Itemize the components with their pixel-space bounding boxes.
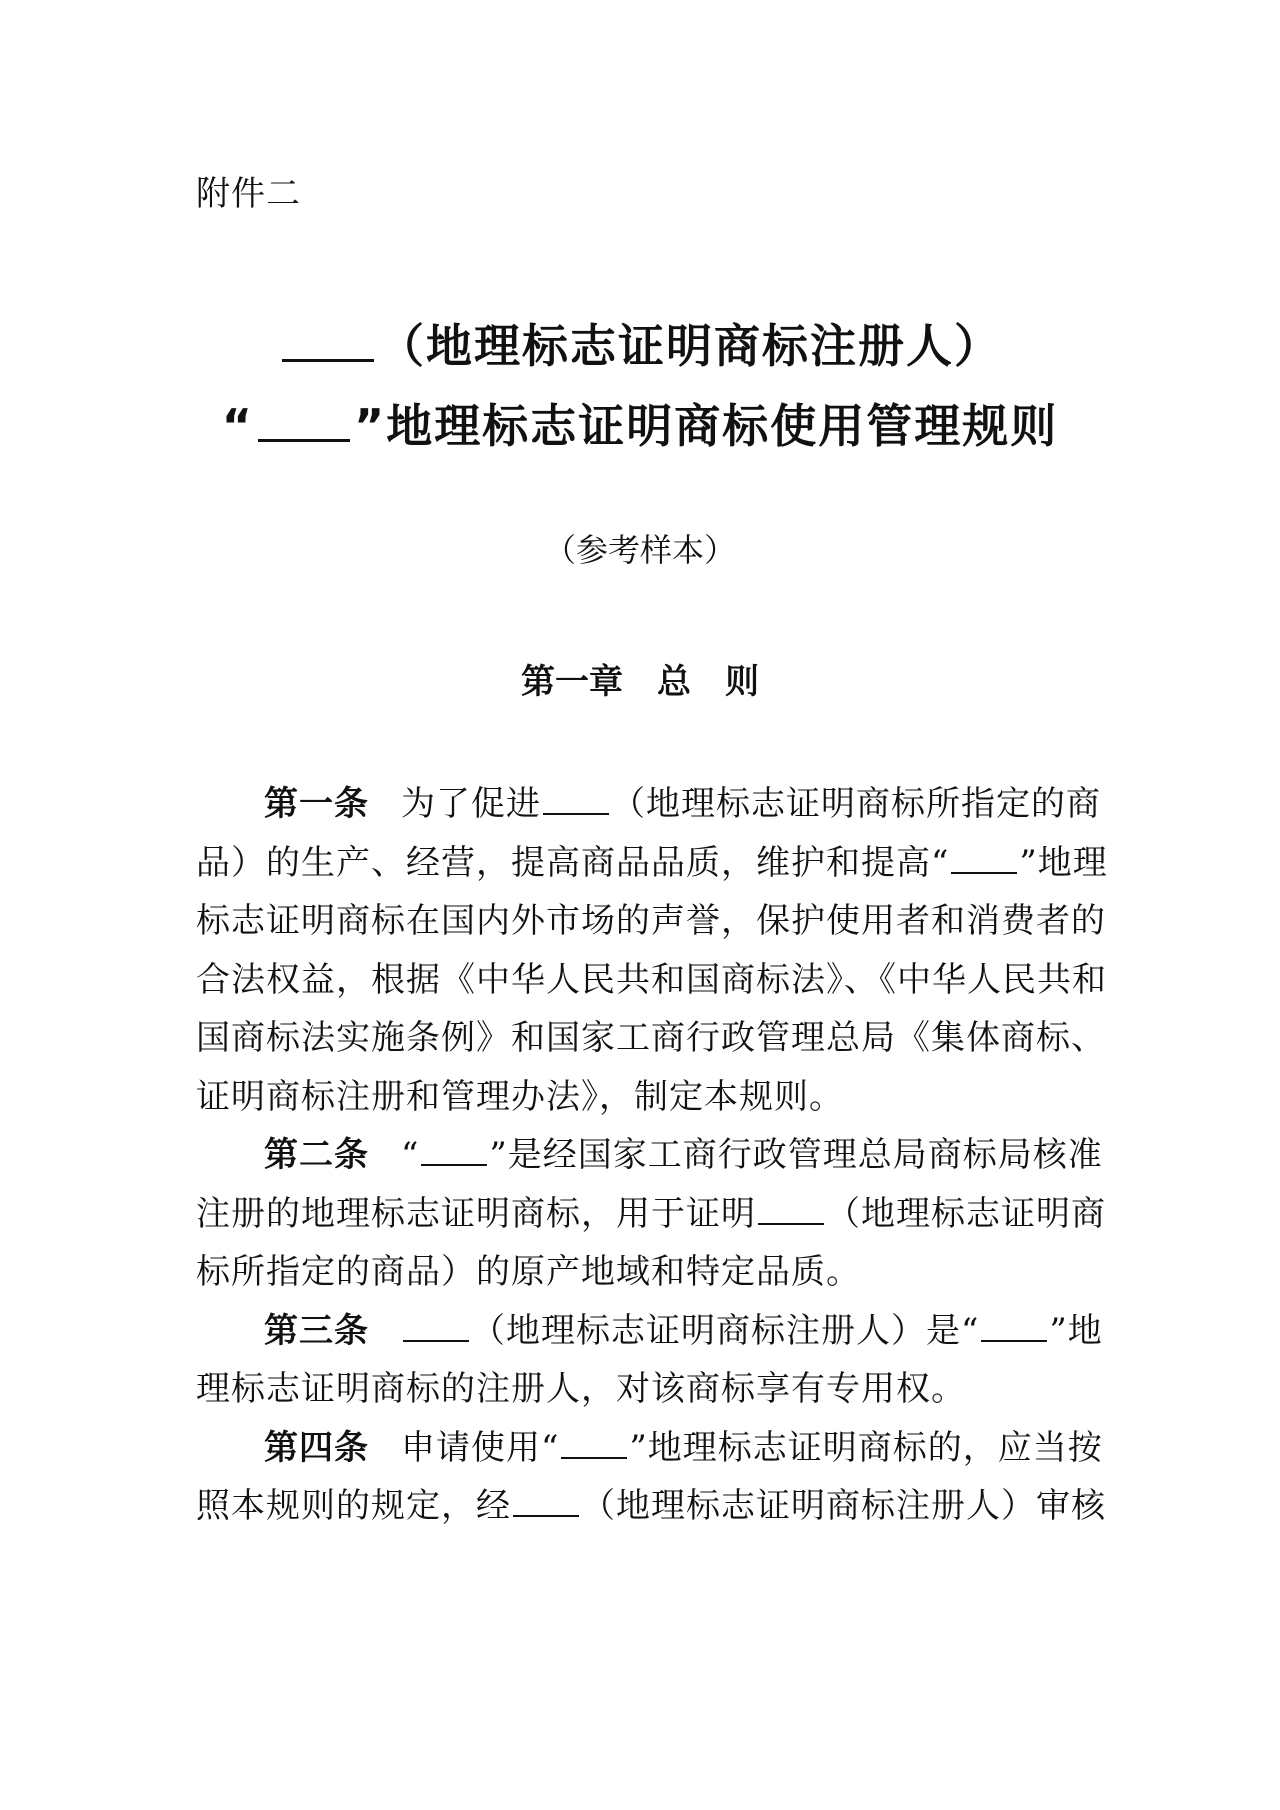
article-line xyxy=(196,960,1107,1000)
article-line xyxy=(196,1018,1106,1058)
article-line xyxy=(196,1077,1086,1117)
article-label: 第一条 xyxy=(264,784,369,824)
article-line xyxy=(264,1135,1103,1175)
article-text: 标志证明商标在国内外市场的声誉，保护使用者和消费者的 xyxy=(196,901,1106,941)
article-line xyxy=(196,1486,1106,1526)
article-label: 第三条 xyxy=(264,1311,369,1351)
article-text: ”是经国家工商行政管理总局商标局核准 xyxy=(489,1135,1103,1175)
attachment-label: 附件二 xyxy=(196,174,301,214)
article-text: 标所指定的商品）的原产地域和特定品质。 xyxy=(196,1252,861,1292)
article-text: 合法权益，根据《中华人民共和国商标法》、《中华人民共和 xyxy=(196,960,1107,1000)
article-text: 理标志证明商标的注册人，对该商标享有专用权。 xyxy=(196,1369,966,1409)
article-line xyxy=(196,843,1108,883)
fill-in-blank xyxy=(421,1160,487,1166)
article-line xyxy=(196,1252,1086,1292)
subtitle: （参考样本） xyxy=(543,531,736,569)
title-blank xyxy=(258,433,350,442)
title-line-1 xyxy=(0,310,1280,376)
fill-in-blank xyxy=(513,1511,579,1517)
article-line xyxy=(196,901,1106,941)
fill-in-blank xyxy=(543,809,609,815)
fill-in-blank xyxy=(758,1219,824,1225)
chapter-heading: 第一章 总 则 xyxy=(521,662,759,702)
article-text: 证明商标注册和管理办法》，制定本规则。 xyxy=(196,1077,844,1117)
title-line-1-text: （地理标志证明商标注册人） xyxy=(378,319,1002,373)
article-line xyxy=(264,1311,1103,1351)
article-text: 国商标法实施条例》和国家工商行政管理总局《集体商标、 xyxy=(196,1018,1106,1058)
article-text: 注册的地理标志证明商标，用于证明 xyxy=(196,1194,756,1234)
article-text: ”地 xyxy=(1049,1311,1103,1351)
article-label: 第四条 xyxy=(264,1428,369,1468)
article-text: 品）的生产、经营，提高商品品质，维护和提高“ xyxy=(196,843,950,883)
article-line xyxy=(264,1428,1103,1468)
article-text: （地理标志证明商标注册人）审核 xyxy=(581,1486,1106,1526)
title-open-quote: “ xyxy=(221,399,254,453)
article-text: （地理标志证明商标所指定的商 xyxy=(611,784,1101,824)
article-text: 为了促进 xyxy=(401,784,541,824)
title-line-2-text: ”地理标志证明商标使用管理规则 xyxy=(354,399,1059,453)
article-label: 第二条 xyxy=(264,1135,369,1175)
fill-in-blank xyxy=(561,1453,627,1459)
fill-in-blank xyxy=(951,868,1017,874)
article-text: （地理标志证明商标注册人）是“ xyxy=(471,1311,980,1351)
title-line-2 xyxy=(0,390,1280,456)
article-line xyxy=(264,784,1101,824)
article-line xyxy=(196,1369,1086,1409)
title-blank xyxy=(282,353,374,362)
article-text: （地理标志证明商 xyxy=(826,1194,1106,1234)
article-line xyxy=(196,1194,1106,1234)
article-text: ”地理标志证明商标的，应当按 xyxy=(629,1428,1103,1468)
article-text: “ xyxy=(401,1135,420,1175)
fill-in-blank xyxy=(981,1336,1047,1342)
fill-in-blank xyxy=(403,1336,469,1342)
article-text: ”地理 xyxy=(1019,843,1108,883)
article-text: 照本规则的规定，经 xyxy=(196,1486,511,1526)
article-text: 申请使用“ xyxy=(401,1428,560,1468)
